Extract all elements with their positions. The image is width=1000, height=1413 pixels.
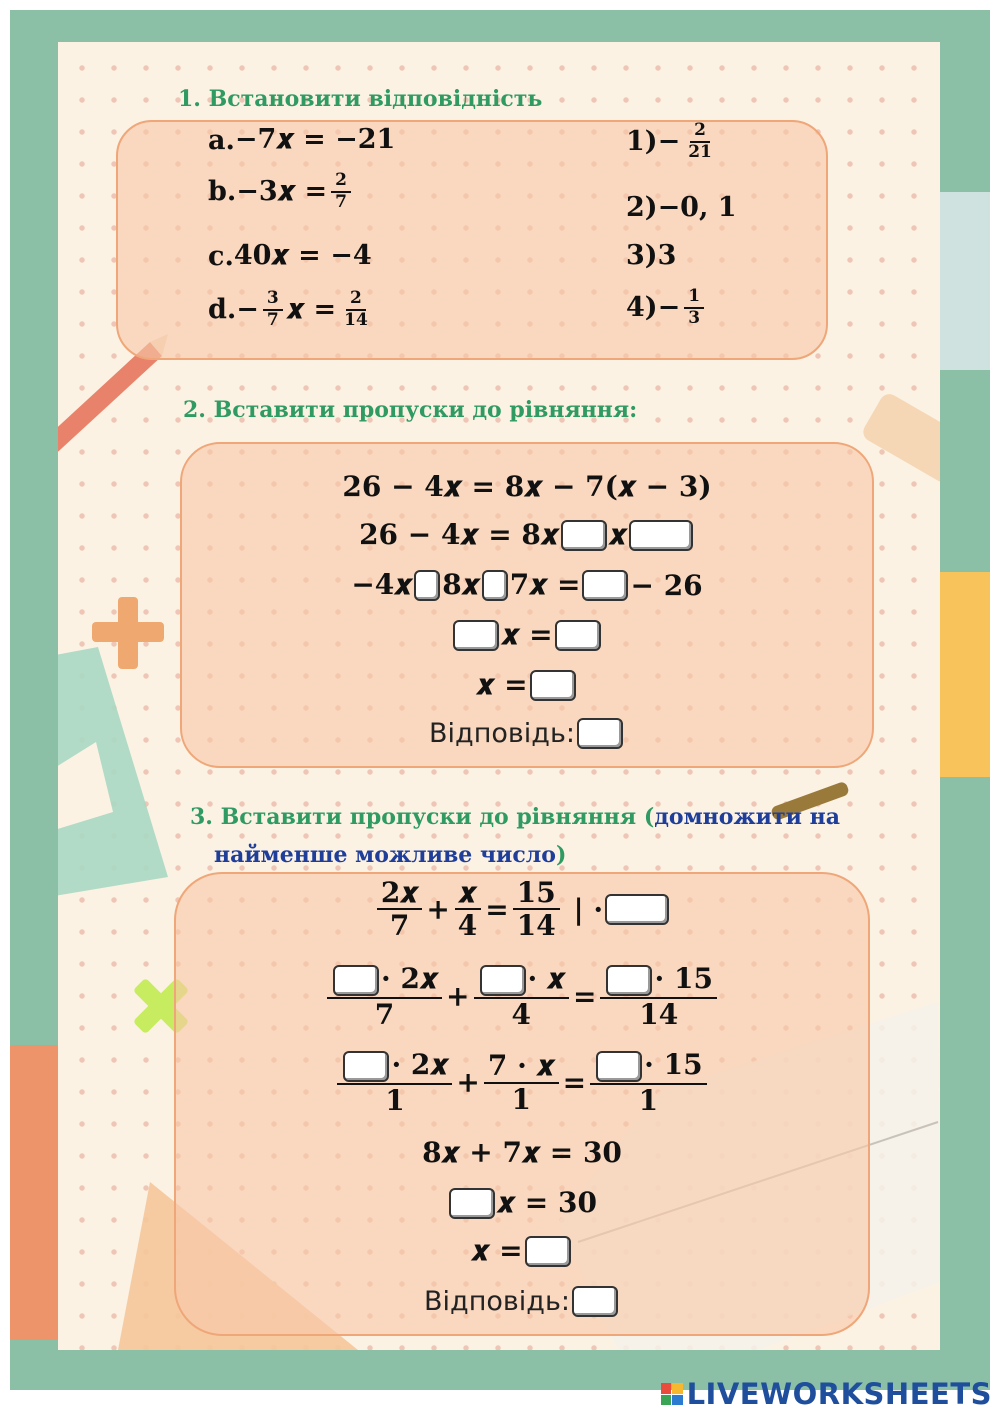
option-label: d. <box>208 294 237 326</box>
fraction: $\frac{\text{𝒙}}{4}$ <box>454 878 481 941</box>
option-equation: −3𝒙 = <box>236 175 328 207</box>
worksheet-paper <box>58 42 940 1350</box>
answer-box[interactable] <box>343 1051 389 1082</box>
logo-text: LIVEWORKSHEETS <box>686 1377 992 1411</box>
answer-label: Відповідь: <box>424 1286 570 1317</box>
task2-answer-row <box>182 716 872 749</box>
fraction: $\frac{\text{· 𝒙}}{4}$ <box>474 964 570 1029</box>
liveworksheets-logo[interactable] <box>661 1377 992 1411</box>
fraction: $\frac{\cdot 15}{14}$ <box>600 964 716 1029</box>
task1-option-c[interactable] <box>208 240 372 272</box>
fraction: $\frac{\text{2𝒙}}{7}$ <box>377 878 423 941</box>
fraction: $\frac{15}{14}$ <box>513 878 560 941</box>
fraction: $\frac{\cdot 15}{1}$ <box>590 1050 706 1115</box>
answer-label: Відповідь: <box>429 718 575 749</box>
option-label: a. <box>208 124 235 156</box>
task1-answer-1[interactable]: 1) − $\frac{2}{21}$ <box>626 122 720 162</box>
option-label: b. <box>208 176 237 208</box>
task3-card <box>174 872 870 1336</box>
task1-answer-4[interactable]: 4) − $\frac{1}{3}$ <box>626 288 708 328</box>
answer-box[interactable] <box>480 965 526 996</box>
answer-box[interactable] <box>605 894 669 925</box>
answer-box[interactable] <box>555 620 601 651</box>
option-equation: 40𝒙 = −4 <box>233 240 372 271</box>
fraction: $\frac{2}{14}$ <box>344 288 368 330</box>
answer-box[interactable] <box>596 1051 642 1082</box>
fraction: $\frac{2}{21}$ <box>688 120 712 162</box>
answer-box[interactable] <box>577 718 623 749</box>
task3-line-6: 𝒙 = <box>176 1234 868 1268</box>
answer-box[interactable] <box>582 570 628 601</box>
fraction: $\frac{\text{· 2𝒙}}{7}$ <box>327 964 442 1029</box>
task3-line-2: $\frac{\text{· 2𝒙}}{7}$ + $\frac{\text{· 𝒙}}{4}$ = $\frac{\cdot 15}{14}$ <box>176 962 868 1029</box>
fraction: $\frac{3}{7}$ <box>263 290 283 330</box>
task1-option-a[interactable] <box>208 124 395 156</box>
answer-box[interactable] <box>333 965 379 996</box>
option-equation: −7𝒙 = −21 <box>234 124 396 155</box>
fraction: $\frac{1}{3}$ <box>684 288 704 328</box>
task3-answer-row <box>176 1284 868 1317</box>
answer-box[interactable] <box>561 520 607 551</box>
task1-title: 1. Встановити відповідність <box>178 86 543 112</box>
task2-line-2: 26 − 4𝒙 = 8𝒙 𝒙 <box>182 518 872 552</box>
triangle-ruler-icon <box>58 647 168 902</box>
task3-line-1: $\frac{\text{2𝒙}}{7}$ + $\frac{\text{𝒙}}{4}$ = $\frac{15}{14}$ | · <box>176 876 868 941</box>
logo-mark-icon <box>661 1383 683 1405</box>
answer-box[interactable] <box>414 570 440 601</box>
task2-line-4: 𝒙 = <box>182 618 872 658</box>
answer-box[interactable] <box>530 670 576 701</box>
fraction: $\frac{\text{· 2𝒙}}{1}$ <box>337 1050 452 1115</box>
fraction: $\frac{\text{7 · 𝒙}}{1}$ <box>484 1051 559 1114</box>
plus-icon <box>92 597 164 669</box>
answer-box[interactable] <box>572 1286 618 1317</box>
task1-card <box>116 120 828 360</box>
task2-line-5: 𝒙 = <box>182 668 872 702</box>
task1-answer-3[interactable]: 3) 3 <box>626 240 677 271</box>
answer-box[interactable] <box>606 965 652 996</box>
fraction: $\frac{2}{7}$ <box>331 172 351 212</box>
task3-title: 3. Вставити пропуски до рівняння (домножити на <box>190 804 840 830</box>
task2-card <box>180 442 874 768</box>
task2-title: 2. Вставити пропуски до рівняння: <box>183 397 638 423</box>
answer-box[interactable] <box>453 620 499 651</box>
task1-answer-2[interactable]: 2) −0, 1 <box>626 192 737 223</box>
answer-box[interactable] <box>629 520 693 551</box>
option-label: c. <box>208 240 234 272</box>
task2-line-3: −4𝒙 8𝒙 7𝒙 = − 26 <box>351 568 703 602</box>
task3-line-3: $\frac{\text{· 2𝒙}}{1}$ + $\frac{\text{7 · 𝒙}}{1}$ = $\frac{\cdot 15}{1}$ <box>176 1048 868 1115</box>
answer-box[interactable] <box>449 1188 495 1219</box>
task3-line-4: 8𝒙 + 7𝒙 = 30 <box>422 1136 622 1169</box>
task1-option-d[interactable]: d. − $\frac{3}{7}$ 𝒙 = $\frac{2}{14}$ <box>208 290 376 330</box>
answer-box[interactable] <box>525 1236 571 1267</box>
task1-option-b[interactable] <box>208 172 355 212</box>
task3-line-5: 𝒙 = 30 <box>176 1186 868 1226</box>
task2-line-1: 26 − 4𝒙 = 8𝒙 − 7(𝒙 − 3) <box>342 470 712 503</box>
answer-box[interactable] <box>482 570 508 601</box>
task3-title-line2: найменше можливе число) <box>214 842 567 868</box>
